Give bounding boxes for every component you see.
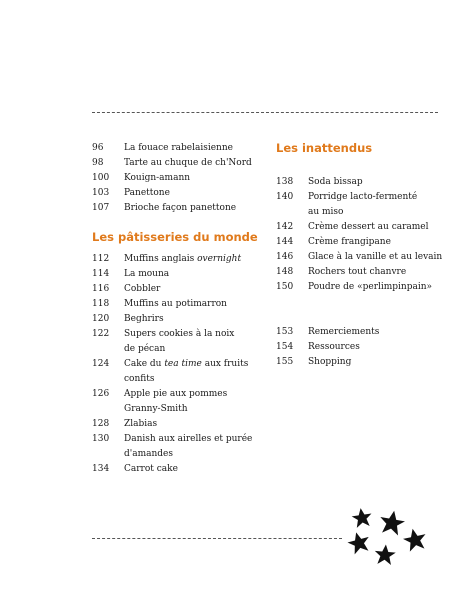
toc-entry-title: Poudre de «perlimpinpain»	[308, 282, 433, 292]
toc-entry	[276, 250, 446, 265]
toc-entry	[92, 201, 272, 216]
toc-page-number: 100	[92, 173, 110, 183]
toc-entry	[92, 186, 272, 201]
toc-entry	[92, 171, 272, 186]
toc-right-column	[276, 141, 446, 370]
toc-entry	[276, 340, 446, 355]
toc-entry-title: Rochers tout chanvre	[308, 267, 407, 277]
toc-page-number: 150	[276, 282, 294, 292]
toc-page-number: 140	[276, 192, 294, 202]
toc-page-number: 146	[276, 252, 294, 262]
toc-entry-title: Glace à la vanille et au levain	[308, 252, 443, 262]
toc-entry	[276, 175, 446, 190]
bottom-dashed-rule	[92, 538, 342, 539]
toc-entry-title: La fouace rabelaisienne	[124, 143, 233, 153]
toc-entry-title: Tarte au chuque de ch'Nord	[124, 158, 252, 168]
toc-entry-title: Danish aux airelles et purée	[124, 434, 253, 444]
toc-entry-italic: overnight	[197, 254, 242, 264]
toc-entry-title-tail: aux fruits	[201, 359, 249, 369]
toc-entry	[276, 325, 446, 340]
section-title-inattendus: Les inattendus	[276, 141, 373, 155]
toc-entry-title-cont: confits	[124, 374, 155, 384]
toc-page-number: 107	[92, 203, 110, 213]
top-dashed-rule	[92, 112, 438, 113]
toc-entry	[92, 357, 272, 387]
toc-entry-italic: tea time	[164, 359, 202, 369]
toc-page-number: 120	[92, 314, 110, 324]
toc-entry	[92, 432, 272, 462]
toc-entry-title: Cake du	[124, 359, 165, 369]
toc-entry	[92, 267, 272, 282]
toc-entry	[92, 312, 272, 327]
toc-page-number: 98	[92, 158, 104, 168]
toc-entry-title: Beghrirs	[124, 314, 164, 324]
toc-entry-title: Muffins anglais	[124, 254, 198, 264]
toc-page-number: 118	[92, 299, 110, 309]
toc-entry	[92, 297, 272, 312]
toc-page-number: 134	[92, 464, 110, 474]
toc-entry-title-cont: d'amandes	[124, 449, 174, 459]
toc-entry-title: Muffins au potimarron	[124, 299, 227, 309]
toc-entry	[92, 462, 272, 477]
toc-page-number: 138	[276, 177, 294, 187]
toc-entry	[92, 417, 272, 432]
toc-entry	[92, 141, 272, 156]
toc-entry-title: Supers cookies à la noix	[124, 329, 235, 339]
star-cluster-icon	[343, 503, 435, 573]
toc-entry	[92, 252, 272, 267]
toc-page-number: 96	[92, 143, 104, 153]
toc-page-number: 154	[276, 342, 294, 352]
toc-entry-title: Crème frangipane	[308, 237, 391, 247]
toc-entry-title: Carrot cake	[124, 464, 178, 474]
toc-entry	[92, 327, 272, 357]
toc-entry-title: Kouign-amann	[124, 173, 191, 183]
toc-page-number: 122	[92, 329, 110, 339]
toc-entry-title: Crème dessert au caramel	[308, 222, 429, 232]
toc-page-number: 116	[92, 284, 110, 294]
toc-entry-title: Cobbler	[124, 284, 161, 294]
toc-entry-title: Panettone	[124, 188, 170, 198]
toc-page-number: 142	[276, 222, 294, 232]
toc-entry	[92, 387, 272, 417]
toc-left-column	[92, 141, 272, 477]
toc-page-number: 126	[92, 389, 110, 399]
toc-entry-title-cont: de pécan	[124, 344, 166, 354]
toc-entry	[92, 282, 272, 297]
toc-page-number: 114	[92, 269, 110, 279]
toc-entry-title: Brioche façon panettone	[124, 203, 237, 213]
toc-entry-title: La mouna	[124, 269, 170, 279]
toc-entry-title: Shopping	[308, 357, 352, 367]
toc-entry-title: Ressources	[308, 342, 360, 352]
section-title-patisseries: Les pâtisseries du monde	[92, 230, 258, 244]
toc-entry-title: Zlabias	[124, 419, 158, 429]
toc-page-number: 144	[276, 237, 294, 247]
toc-page-number: 128	[92, 419, 110, 429]
toc-page-number: 130	[92, 434, 110, 444]
toc-entry	[276, 265, 446, 280]
toc-page-number: 103	[92, 188, 110, 198]
toc-entry	[276, 280, 446, 295]
toc-page-number: 112	[92, 254, 110, 264]
toc-entry-title: Soda bissap	[308, 177, 363, 187]
toc-page-number: 155	[276, 357, 294, 367]
toc-entry	[276, 355, 446, 370]
toc-page-number: 124	[92, 359, 110, 369]
toc-entry	[276, 220, 446, 235]
toc-entry	[92, 156, 272, 171]
toc-entry-title-cont: Granny-Smith	[124, 404, 188, 414]
section-spacer	[276, 295, 446, 325]
toc-entry	[276, 190, 446, 220]
toc-entry-title: Porridge lacto-fermenté	[308, 192, 418, 202]
toc-page-number: 148	[276, 267, 294, 277]
toc-entry-title: Remerciements	[308, 327, 380, 337]
toc-page-number: 153	[276, 327, 294, 337]
toc-entry	[276, 235, 446, 250]
toc-entry-title: Apple pie aux pommes	[124, 389, 228, 399]
toc-entry-title-cont: au miso	[308, 207, 344, 217]
